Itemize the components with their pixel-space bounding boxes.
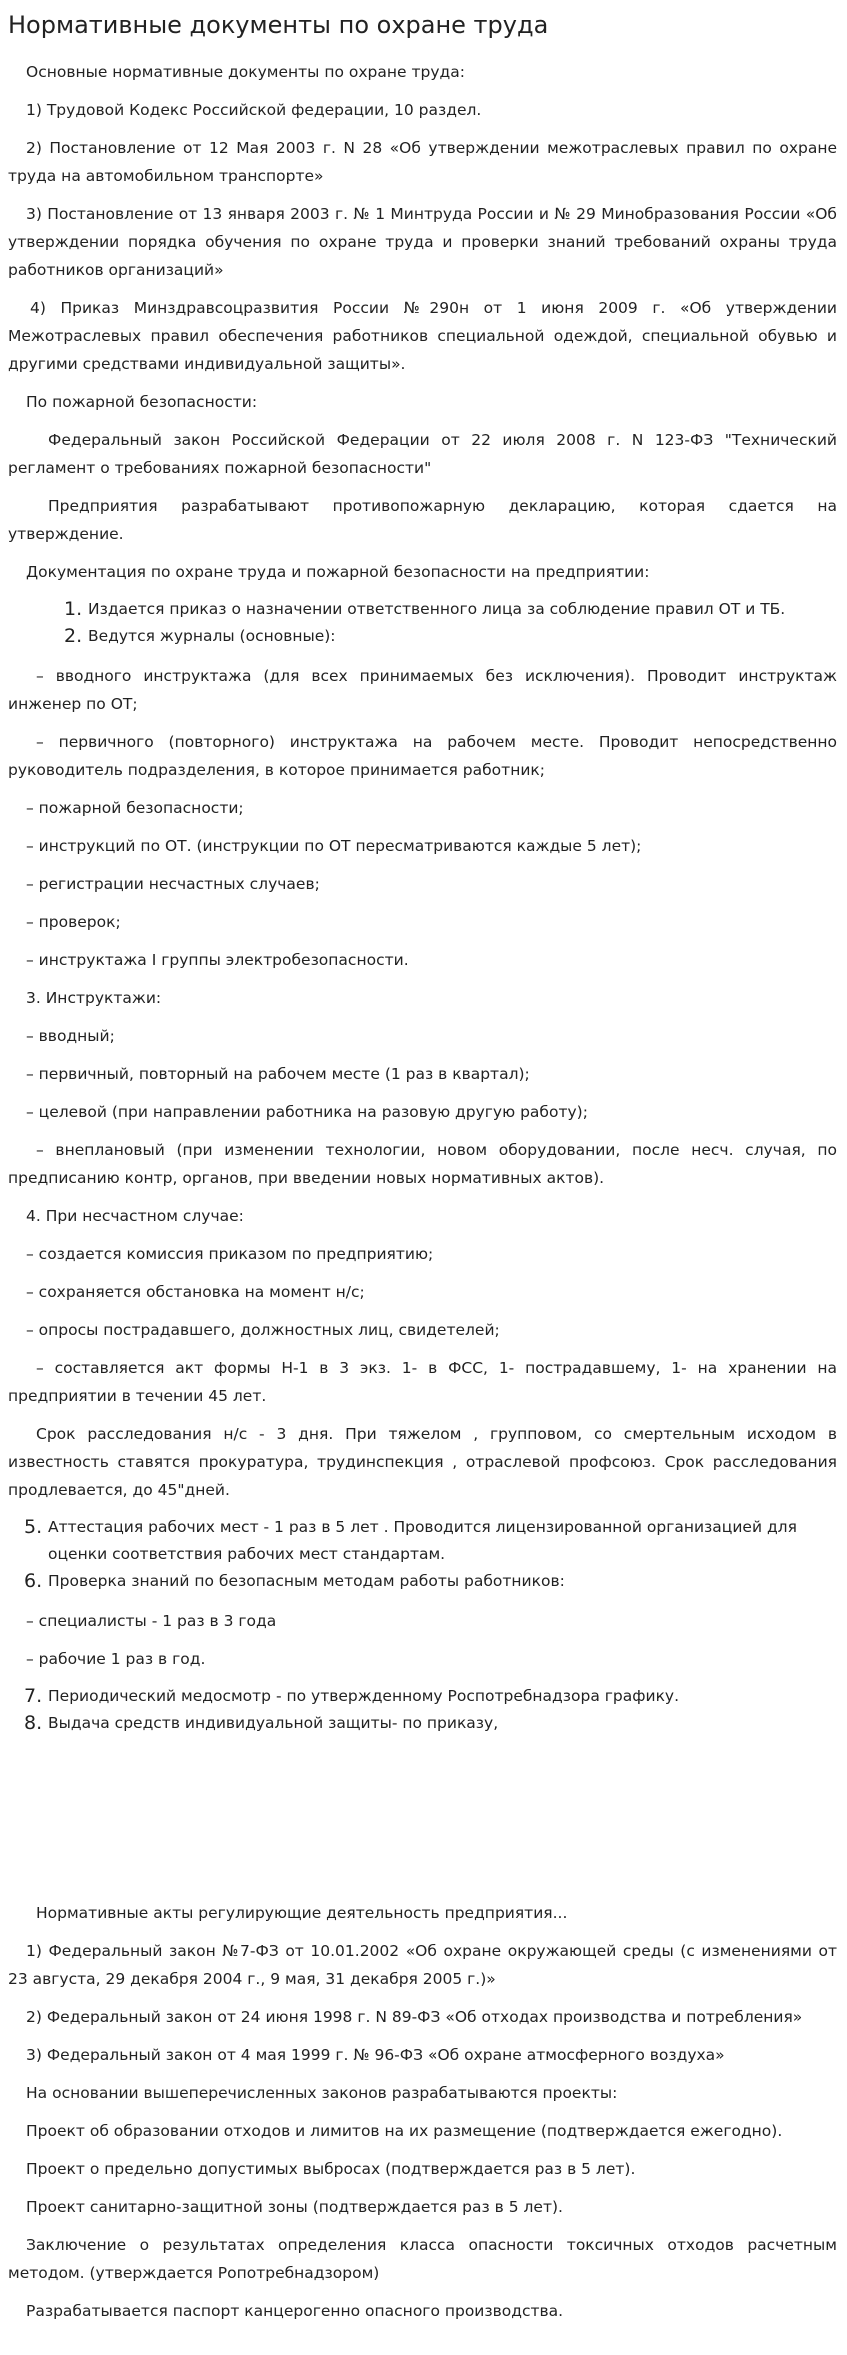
instr-item: – вводный;	[26, 1027, 115, 1045]
journal-item: – пожарной безопасности;	[26, 799, 244, 817]
fire-law: Федеральный закон Российской Федерации от 22 июля 2008 г. N 123-ФЗ "Технический регламент о требованиях пожарной безопасности"	[8, 431, 837, 477]
instr-heading: 3. Инструктажи:	[26, 989, 162, 1007]
list-item: 1. Издается приказ о назначении ответственного лица за соблюдение правил ОТ и ТБ.	[64, 598, 786, 620]
check-item: – специалисты - 1 раз в 3 года	[26, 1612, 277, 1630]
doc-item: 1) Трудовой Кодекс Российской федерации, 10 раздел.	[26, 101, 482, 119]
instr-item: – целевой (при направлении работника на разовую другую работу);	[26, 1103, 588, 1121]
project-item: Проект санитарно-защитной зоны (подтверждается раз в 5 лет).	[26, 2198, 563, 2216]
fire-heading: По пожарной безопасности:	[26, 393, 258, 411]
list-item: 2. Ведутся журналы (основные):	[64, 625, 336, 647]
list-item: 7. Периодический медосмотр - по утвержденному Роспотребнадзора графику.	[24, 1685, 680, 1707]
act-item: 3) Федеральный закон от 4 мая 1999 г. № 96-ФЗ «Об охране атмосферного воздуха»	[26, 2046, 725, 2064]
page-title: Нормативные документы по охране труда	[8, 11, 549, 39]
accident-heading: 4. При несчастном случае:	[26, 1207, 244, 1225]
accident-item: – сохраняется обстановка на момент н/с;	[26, 1283, 365, 1301]
journal-item: – регистрации несчастных случаев;	[26, 875, 320, 893]
act-item: 1) Федеральный закон №7-ФЗ от 10.01.2002 «Об охране окружающей среды (с изменениями от 23 августа, 29 декабря 2004 г., 9 мая, 31 декабря 2005 г.)»	[8, 1942, 837, 1988]
project-item: Заключение о результатах определения класса опасности токсичных отходов расчетным методом. (утверждается Ропотребнадзором)	[8, 2236, 837, 2282]
list-7-8	[8, 1683, 837, 1737]
journal-item: – первичного (повторного) инструктажа на рабочем месте. Проводит непосредственно руководитель подразделения, в которое принимается работник;	[8, 733, 837, 779]
journal-item: – инструктажа I группы электробезопасности.	[26, 951, 409, 969]
accident-item: – создается комиссия приказом по предприятию;	[26, 1245, 434, 1263]
list-item: 5. Аттестация рабочих мест - 1 раз в 5 лет . Проводится лицензированной организацией для оценки соответствия рабочих мест стандартам.	[24, 1516, 797, 1563]
doc-item: 4) Приказ Минздравсоцразвития России №290н от 1 июня 2009 г. «Об утверждении Межотраслевых правил обеспечения работников специальной одеждой, специальной обувью и другими средствами индивидуальной защиты».	[8, 299, 837, 373]
journal-item: – инструкций по ОТ. (инструкции по ОТ пересматриваются каждые 5 лет);	[26, 837, 642, 855]
journal-item: – вводного инструктажа (для всех принимаемых без исключения). Проводит инструктаж инженер по ОТ;	[8, 667, 837, 713]
list-item: 8. Выдача средств индивидуальной защиты- по приказу,	[24, 1712, 499, 1734]
docs-heading: Документация по охране труда и пожарной безопасности на предприятии:	[26, 563, 650, 581]
accident-item: – опросы пострадавшего, должностных лиц, свидетелей;	[26, 1321, 500, 1339]
acts-heading: Нормативные акты регулирующие деятельность предприятия...	[36, 1904, 568, 1922]
project-item: Проект об образовании отходов и лимитов на их размещение (подтверждается ежегодно).	[26, 2122, 783, 2140]
projects-heading: На основании вышеперечисленных законов разрабатываются проекты:	[26, 2084, 618, 2102]
journal-item: – проверок;	[26, 913, 121, 931]
fire-declaration: Предприятия разрабатывают противопожарную декларацию, которая сдается на утверждение.	[8, 497, 837, 543]
instr-item: – первичный, повторный на рабочем месте (1 раз в квартал);	[26, 1065, 530, 1083]
act-item: 2) Федеральный закон от 24 июня 1998 г. N 89-ФЗ «Об отходах производства и потребления»	[26, 2008, 803, 2026]
accident-item: – составляется акт формы Н-1 в 3 экз. 1- в ФСС, 1- пострадавшему, 1- на хранении на предприятии в течении 45 лет.	[8, 1359, 837, 1405]
instr-item: – внеплановый (при изменении технологии, новом оборудовании, после несч. случая, по предписанию контр, органов, при введении новых нормативных актов).	[8, 1141, 837, 1187]
blank-space	[8, 1749, 837, 1899]
project-item: Разрабатывается паспорт канцерогенно опасного производства.	[26, 2302, 564, 2320]
main-list	[8, 596, 837, 650]
list-item: 6. Проверка знаний по безопасным методам работы работников:	[24, 1570, 565, 1592]
accident-term: Срок расследования н/с - 3 дня. При тяжелом , групповом, со смертельным исходом в известность ставятся прокуратура, трудинспекция , отраслевой профсоюз. Срок расследования продлевается, до 45"дней.	[8, 1425, 837, 1499]
list-5-6	[8, 1514, 837, 1595]
doc-item: 2) Постановление от 12 Мая 2003 г. N 28 «Об утверждении межотраслевых правил по охране труда на автомобильном транспорте»	[8, 139, 837, 185]
check-item: – рабочие 1 раз в год.	[26, 1650, 206, 1668]
doc-item: 3) Постановление от 13 января 2003 г. № 1 Минтруда России и № 29 Минобразования России «Об утверждении порядка обучения по охране труда и проверки знаний требований охраны труда работников организаций»	[8, 205, 837, 279]
project-item: Проект о предельно допустимых выбросах (подтверждается раз в 5 лет).	[26, 2160, 636, 2178]
intro-text: Основные нормативные документы по охране труда:	[26, 63, 465, 81]
